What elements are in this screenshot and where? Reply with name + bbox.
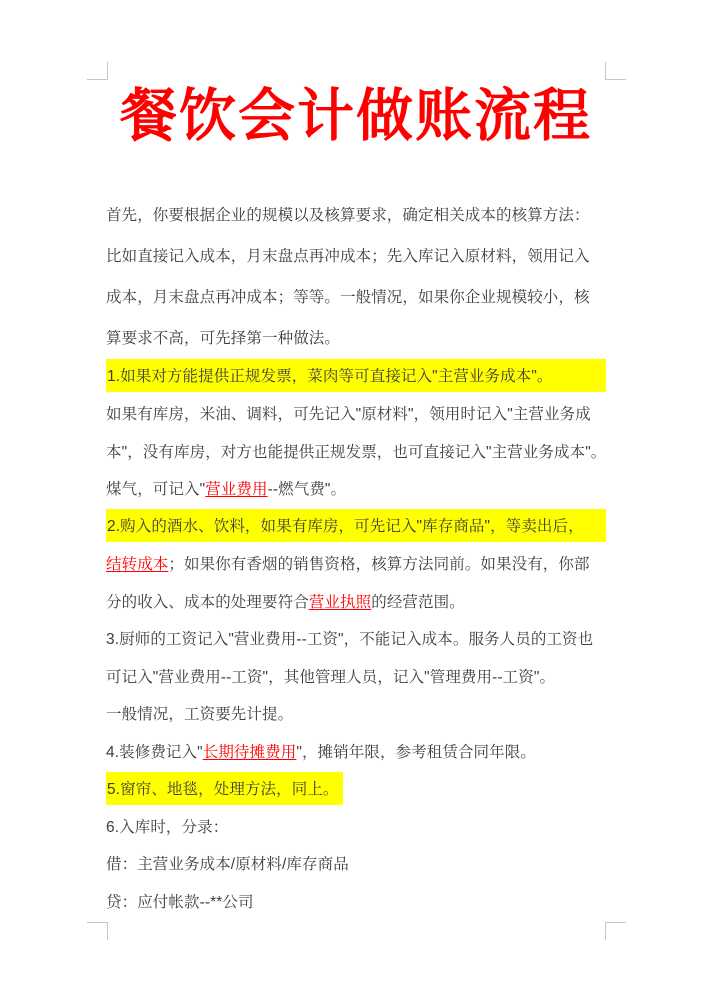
crop-mark-bottom-left xyxy=(87,922,108,940)
paragraph-point-1 xyxy=(106,357,606,507)
paragraph-point-2 xyxy=(106,507,606,620)
line-text xyxy=(106,590,465,612)
line-text xyxy=(106,852,349,874)
line-text xyxy=(106,702,293,724)
text-line xyxy=(106,695,606,733)
line-text xyxy=(106,552,590,574)
text-line xyxy=(106,507,606,545)
highlighted-text xyxy=(106,359,606,392)
text-line xyxy=(106,395,606,433)
text-run: 贷：应付帐款--**公司 xyxy=(106,893,254,911)
text-run: 3.厨师的工资记入"营业费用--工资"，不能记入成本。服务人员的工资也 xyxy=(106,631,594,649)
text-line xyxy=(106,620,606,658)
text-run: 本"，没有库房，对方也能提供正规发票，也可直接记入"主营业务成本"。 xyxy=(106,443,607,461)
paragraph-point-6 xyxy=(106,807,606,920)
text-run: "，摊销年限，参考租赁合同年限。 xyxy=(296,743,536,761)
text-line xyxy=(106,770,606,808)
text-line xyxy=(106,432,606,470)
text-run: 首先，你要根据企业的规模以及核算要求，确定相关成本的核算方法： xyxy=(106,206,590,224)
text-line xyxy=(106,582,606,620)
line-text xyxy=(106,740,536,762)
text-run: 如果有库房，米油、调料，可先记入"原材料"，领用时记入"主营业务成 xyxy=(106,406,591,424)
text-line xyxy=(106,657,606,695)
text-line xyxy=(106,275,606,316)
text-line xyxy=(106,470,606,508)
highlighted-text xyxy=(106,509,606,542)
text-run: 的经营范围。 xyxy=(371,593,465,611)
text-run: 5.窗帘、地毯，处理方法，同上。 xyxy=(107,780,339,798)
line-text xyxy=(106,326,340,348)
text-line xyxy=(106,357,606,395)
text-line xyxy=(106,193,606,234)
text-run: 可记入"营业费用--工资"，其他管理人员，记入"管理费用--工资"。 xyxy=(106,668,556,686)
line-text xyxy=(106,440,606,462)
text-line xyxy=(106,882,606,920)
text-run: 分的收入、成本的处理要符合 xyxy=(106,593,309,611)
text-line xyxy=(106,316,606,357)
text-run: 成本，月末盘点再冲成本；等等。一般情况，如果你企业规模较小，核 xyxy=(106,288,590,306)
line-text xyxy=(106,890,254,912)
line-text xyxy=(106,402,591,424)
line-text xyxy=(106,203,590,225)
hyperlink-text[interactable]: 结转成本 xyxy=(106,556,169,574)
paragraph-point-3 xyxy=(106,620,606,733)
text-run: 2.购入的酒水、饮料，如果有库房，可先记入"库存商品"，等卖出后， xyxy=(107,518,584,536)
line-text xyxy=(106,477,346,499)
hyperlink-text[interactable]: 营业执照 xyxy=(308,593,372,611)
text-line xyxy=(106,545,606,583)
text-line xyxy=(106,845,606,883)
crop-mark-bottom-right xyxy=(605,922,626,940)
text-run: 比如直接记入成本，月末盘点再冲成本；先入库记入原材料，领用记入 xyxy=(106,247,590,265)
line-text xyxy=(106,285,590,307)
hyperlink-text[interactable]: 长期待摊费用 xyxy=(202,743,297,761)
line-text xyxy=(106,244,590,266)
hyperlink-text[interactable]: 营业费用 xyxy=(205,481,268,499)
crop-mark-top-left xyxy=(87,62,108,80)
text-run: 1.如果对方能提供正规发票，菜肉等可直接记入"主营业务成本"。 xyxy=(107,368,553,386)
document-body xyxy=(106,193,606,920)
text-run: 6.入库时，分录： xyxy=(106,818,229,836)
highlighted-text xyxy=(106,772,343,805)
text-line xyxy=(106,807,606,845)
paragraph-point-5 xyxy=(106,770,606,808)
page-title: 餐饮会计做账流程 xyxy=(120,85,592,148)
line-text xyxy=(106,815,228,837)
paragraph-point-4 xyxy=(106,732,606,770)
paragraph-intro xyxy=(106,193,606,357)
text-line xyxy=(106,234,606,275)
text-run: --燃气费"。 xyxy=(267,481,347,499)
text-run: 算要求不高，可先择第一种做法。 xyxy=(106,329,341,347)
text-run: 借：主营业务成本/原材料/库存商品 xyxy=(106,856,349,874)
text-line xyxy=(106,732,606,770)
line-text xyxy=(106,665,555,687)
crop-mark-top-right xyxy=(605,62,626,80)
line-text xyxy=(106,627,593,649)
text-run: 4.装修费记入" xyxy=(106,743,203,761)
text-run: 煤气，可记入" xyxy=(106,481,206,499)
text-run: ；如果你有香烟的销售资格，核算方法同前。如果没有，你部 xyxy=(168,556,590,574)
text-run: 一般情况，工资要先计提。 xyxy=(106,706,294,724)
